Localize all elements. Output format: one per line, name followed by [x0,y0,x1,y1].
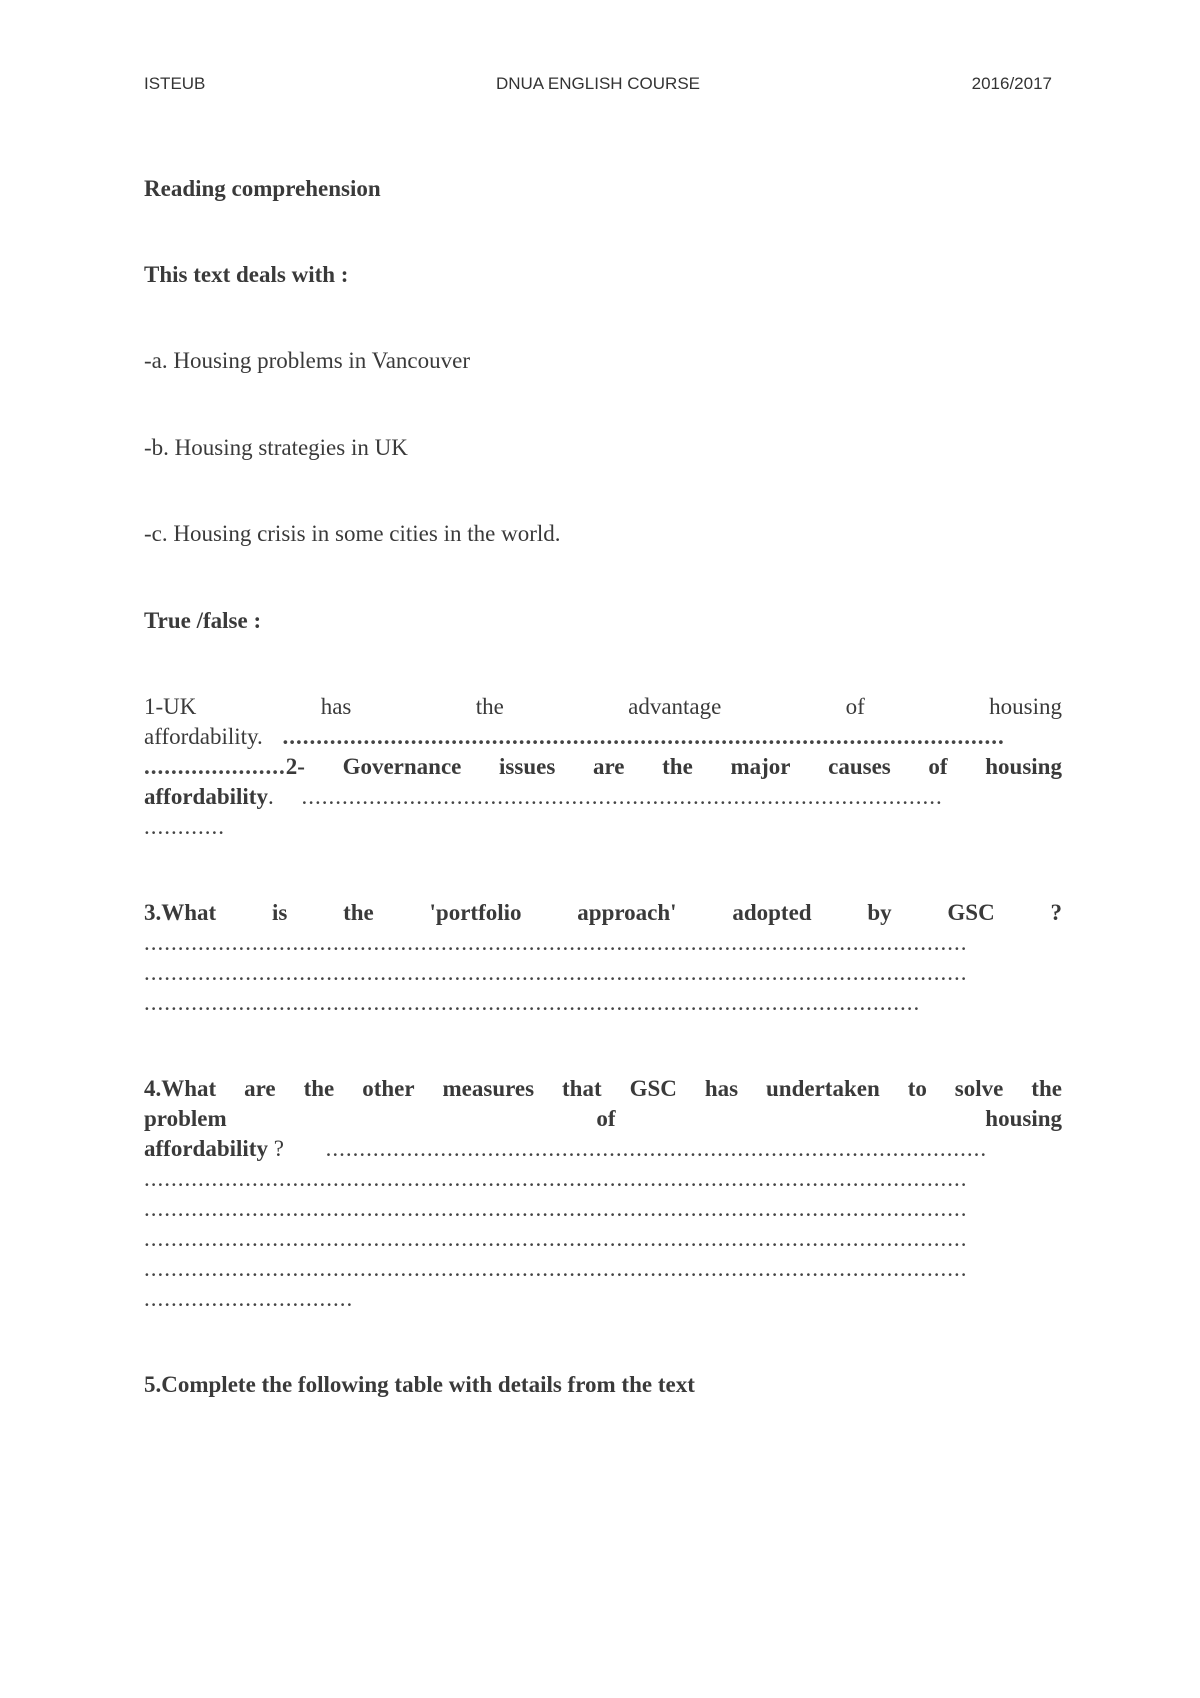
word: undertaken [766,1076,880,1101]
option-a: -a. Housing problems in Vancouver [144,348,470,373]
word: adopted [732,900,812,925]
answer-dots: .......................................................................................................................... [144,930,968,955]
word: causes [828,754,891,779]
tf-question-1-answer-line [144,722,1062,752]
word: of [596,1106,616,1131]
answer-dots: .......................................................................................................................... [144,1166,968,1191]
word: are [592,754,625,779]
option-c: -c. Housing crisis in some cities in the world. [144,521,561,546]
word: are [244,1076,276,1101]
word: major [730,754,791,779]
answer-dots: ............ [144,814,225,839]
header-course: DNUA ENGLISH COURSE [495,74,701,93]
word: ? [1050,900,1062,925]
tf-question-1 [144,692,1062,722]
answer-dots: ................................................................................................................... [144,990,921,1015]
word: the [662,754,693,779]
word: housing [985,754,1062,779]
word: the [475,694,504,719]
answer-dots: ........................................................................................................... [282,724,1005,749]
period: . [267,784,274,809]
word: GSC [947,900,995,925]
word: 1-UK [144,694,197,719]
word: that [562,1076,602,1101]
answer-dots: .................................................................................................. [325,1136,988,1161]
word: 3.What [144,900,217,925]
word: of [928,754,948,779]
word: has [320,694,352,719]
word: 'portfolio [429,900,522,925]
question-deals-prompt: This text deals with : [144,262,349,287]
question-4-line-3 [144,1134,1062,1164]
word: issues [499,754,556,779]
word: GSC [629,1076,677,1101]
word: by [867,900,892,925]
word: 2- [285,754,305,779]
word: affordability [144,1136,268,1161]
word: approach' [577,900,677,925]
header-year: 2016/2017 [971,74,1052,93]
word: the [303,1076,335,1101]
tf-question-1-end: affordability. [144,724,263,749]
answer-dots: ..................... [144,754,286,779]
word: 4.What [144,1076,217,1101]
word: housing [985,1106,1062,1131]
word: advantage [628,694,722,719]
word: solve [954,1076,1004,1101]
answer-dots: .......................................................................................................................... [144,960,968,985]
word: other [362,1076,415,1101]
tf-question-2 [144,752,1062,782]
word: of [845,694,865,719]
question-mark: ? [267,1136,284,1161]
word: housing [989,694,1062,719]
tf-question-2-end: affordability [144,784,268,809]
header-institution: ISTEUB [144,74,206,93]
word: Governance [342,754,462,779]
option-b: -b. Housing strategies in UK [144,435,408,460]
question-4 [144,1074,1062,1104]
question-5: 5.Complete the following table with details from the text [144,1372,695,1397]
word: measures [442,1076,535,1101]
answer-dots: .......................................................................................................................... [144,1196,968,1221]
answer-dots: ............................... [144,1286,354,1311]
section-title: Reading comprehension [144,176,381,201]
word: is [271,900,288,925]
tf-question-2-answer-line [144,782,1062,812]
true-false-title: True /false : [144,608,262,633]
word: problem [144,1106,227,1131]
word: the [1031,1076,1062,1101]
word: to [907,1076,927,1101]
question-3 [144,898,1062,928]
answer-dots: ............................................................................................... [301,784,943,809]
page-header [144,74,1052,100]
answer-dots: .......................................................................................................................... [144,1226,968,1251]
word: has [704,1076,739,1101]
word: the [343,900,374,925]
question-4-line-2 [144,1104,1062,1134]
answer-dots: .......................................................................................................................... [144,1256,968,1281]
